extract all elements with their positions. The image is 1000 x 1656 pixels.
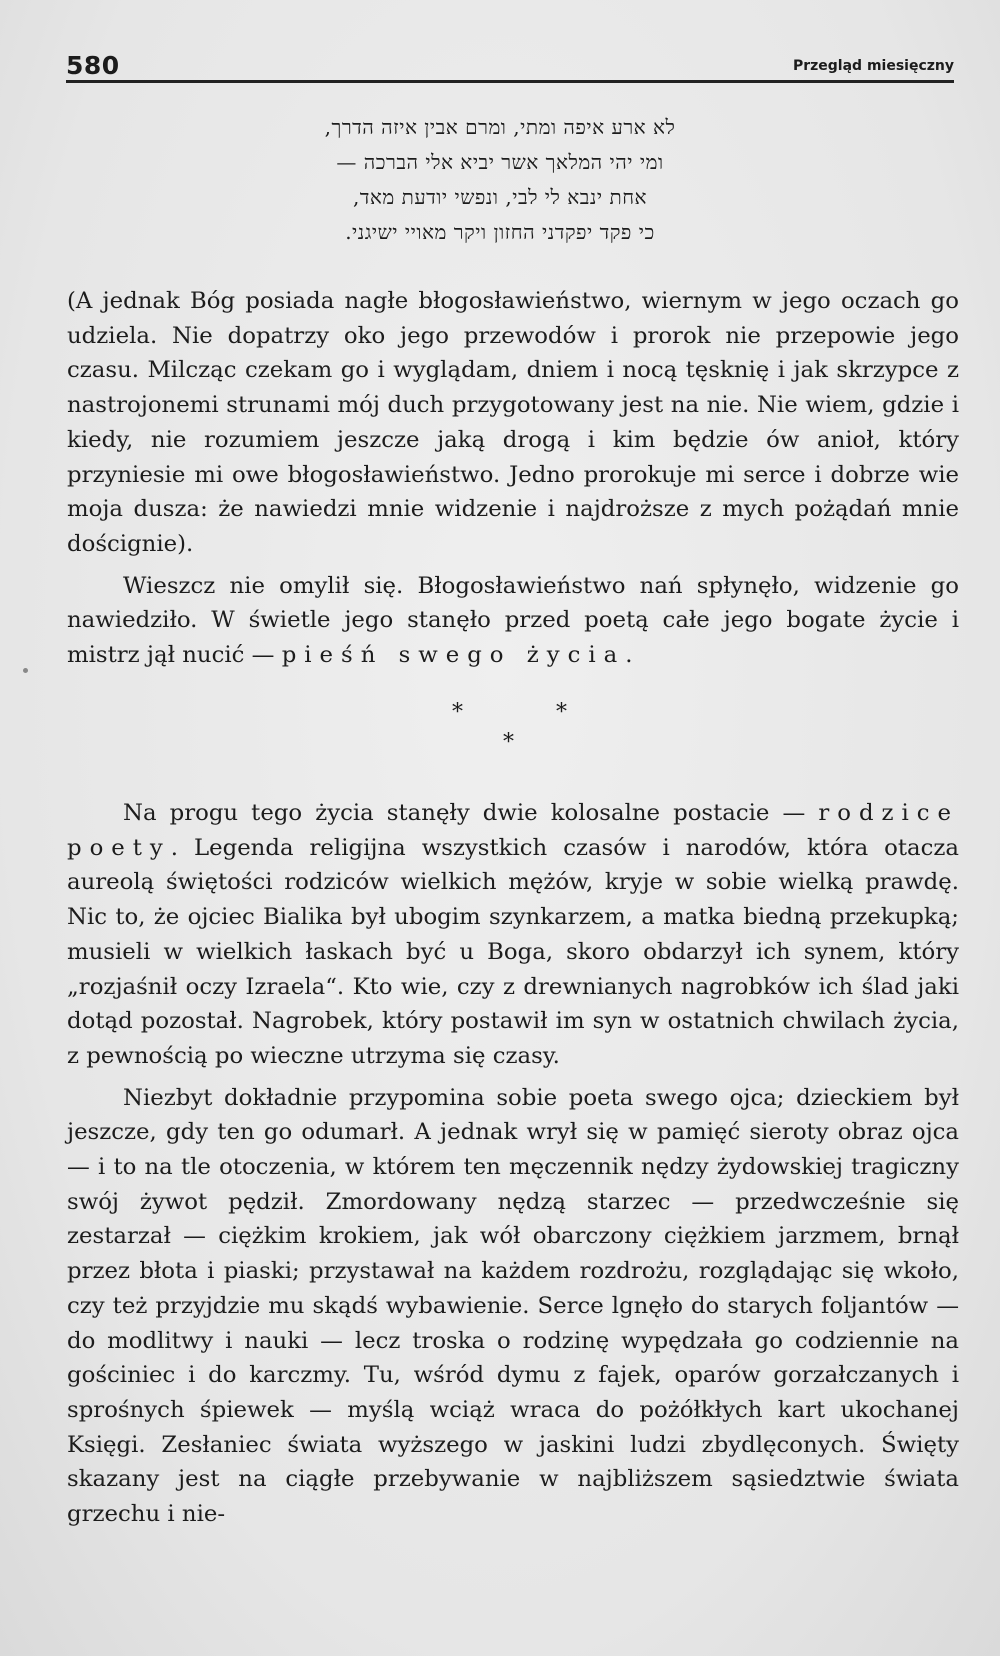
asterisk: *: [452, 700, 463, 725]
header-rule: [66, 80, 954, 83]
paragraph-translation: [67, 284, 959, 562]
hebrew-verse: [0, 110, 1000, 250]
hebrew-line: לא ארע איפה ומתי, ומרם אבין איזה הדרך,: [324, 115, 676, 139]
paragraph-text: (A jednak Bóg posiada nagłe błogosławieństwo, wiernym w jego oczach go udziela. Nie dopatrzy oko jego przewodów i prorok nie przepowie jego czasu. Milcząc czekam go i wyglądam, dniem i nocą tęsknię i jak skrzypce z nastrojonemi strunami mój duch przygotowany jest na nie. Nie wiem, gdzie i kiedy, nie rozumiem jeszcze jaką drogą i kim będzie ów anioł, który przyniesie mi owe błogosławieństwo. Jedno prorokuje mi serce i dobrze wie moja dusza: że nawiedzi mnie widzenie i najdroższe z mych pożądań mnie doścignie).: [67, 288, 959, 557]
paragraph-wieszcz: [67, 569, 959, 673]
section-two: [67, 796, 959, 1532]
asterisk: *: [503, 730, 514, 755]
hebrew-line: אחת ינבא לי לבי, ונפשי יודעת מאד,: [352, 185, 648, 209]
asterisk: *: [556, 700, 567, 725]
page-number: 580: [66, 51, 120, 80]
section-separator: [0, 700, 1000, 760]
paragraph-text: . Legenda religijna wszystkich czasów i narodów, która otacza aureolą świętości rodziców wielkich mężów, kryje w sobie wielką prawdę. Nic to, że ojciec Bialika był ubogim szynkarzem, a matka biedną przekupką; musieli w wielkich łaskach być u Boga, skoro obdarzył ich synem, który „rozjaśnił oczy Izraela“. Kto wie, czy z drewnianych nagrobków ich ślad jaki dotąd pozostał. Nagrobek, który postawił im syn w ostatnich chwilach życia, z pewnością po wieczne utrzyma się czasy.: [67, 834, 959, 1069]
emphasized-phrase: pieśń swego życia: [281, 642, 626, 669]
paragraph-father: [67, 1081, 959, 1532]
running-title: Przegląd miesięczny: [792, 58, 954, 74]
paragraph-text: .: [625, 642, 633, 669]
emphasized-phrase: rodzice poety: [67, 800, 959, 861]
hebrew-line: כי פקד יפקדני החזון ויקר מאויי ישיגני.: [345, 220, 655, 244]
margin-mark: [23, 668, 28, 673]
paragraph-text: Na progu tego życia stanęły dwie kolosalne postacie —: [123, 800, 819, 826]
paragraph-text: Niezbyt dokładnie przypomina sobie poeta swego ojca; dzieckiem był jeszcze, gdy ten go odumarł. A jednak wrył się w pamięć sieroty obraz ojca — i to na tle otoczenia, w którem ten męczennik nędzy żydowskiej tragiczny swój żywot pędził. Zmordowany nędzą starzec — przedwcześnie się zestarzał — ciężkim krokiem, jak wół obarczony ciężkiem jarzmem, brnął przez błota i piaski; przystawał na każdem rozdrożu, rozglądając się wkoło, czy też przyjdzie mu skądś wybawienie. Serce lgnęło do starych foljantów — do modlitwy i nauki — lecz troska o rodzinę wypędzała go codziennie na gościniec i do karczmy. Tu, wśród dymu z fajek, oparów gorzałczanych i sprośnych śpiewek — myślą wciąż wraca do pożółkłych kart ukochanej Księgi. Zesłaniec świata wyższego w jaskini ludzi zbydlęconych. Święty skazany jest na ciągłe przebywanie w najbliższem sąsiedztwie świata grzechu i nie-: [67, 1084, 959, 1528]
page-header: [66, 44, 954, 80]
paragraph-text: Wieszcz nie omylił się. Błogosławieństwo nań spłynęło, widzenie go nawiedziło. W świetle jego stanęło przed poetą całe jego bogate życie i mistrz jął nucić —: [67, 572, 959, 669]
section-one: [67, 284, 959, 673]
hebrew-line: ומי יהי המלאך אשר יביא אלי הברכה —: [336, 150, 664, 174]
paragraph-parents: [67, 796, 959, 1074]
